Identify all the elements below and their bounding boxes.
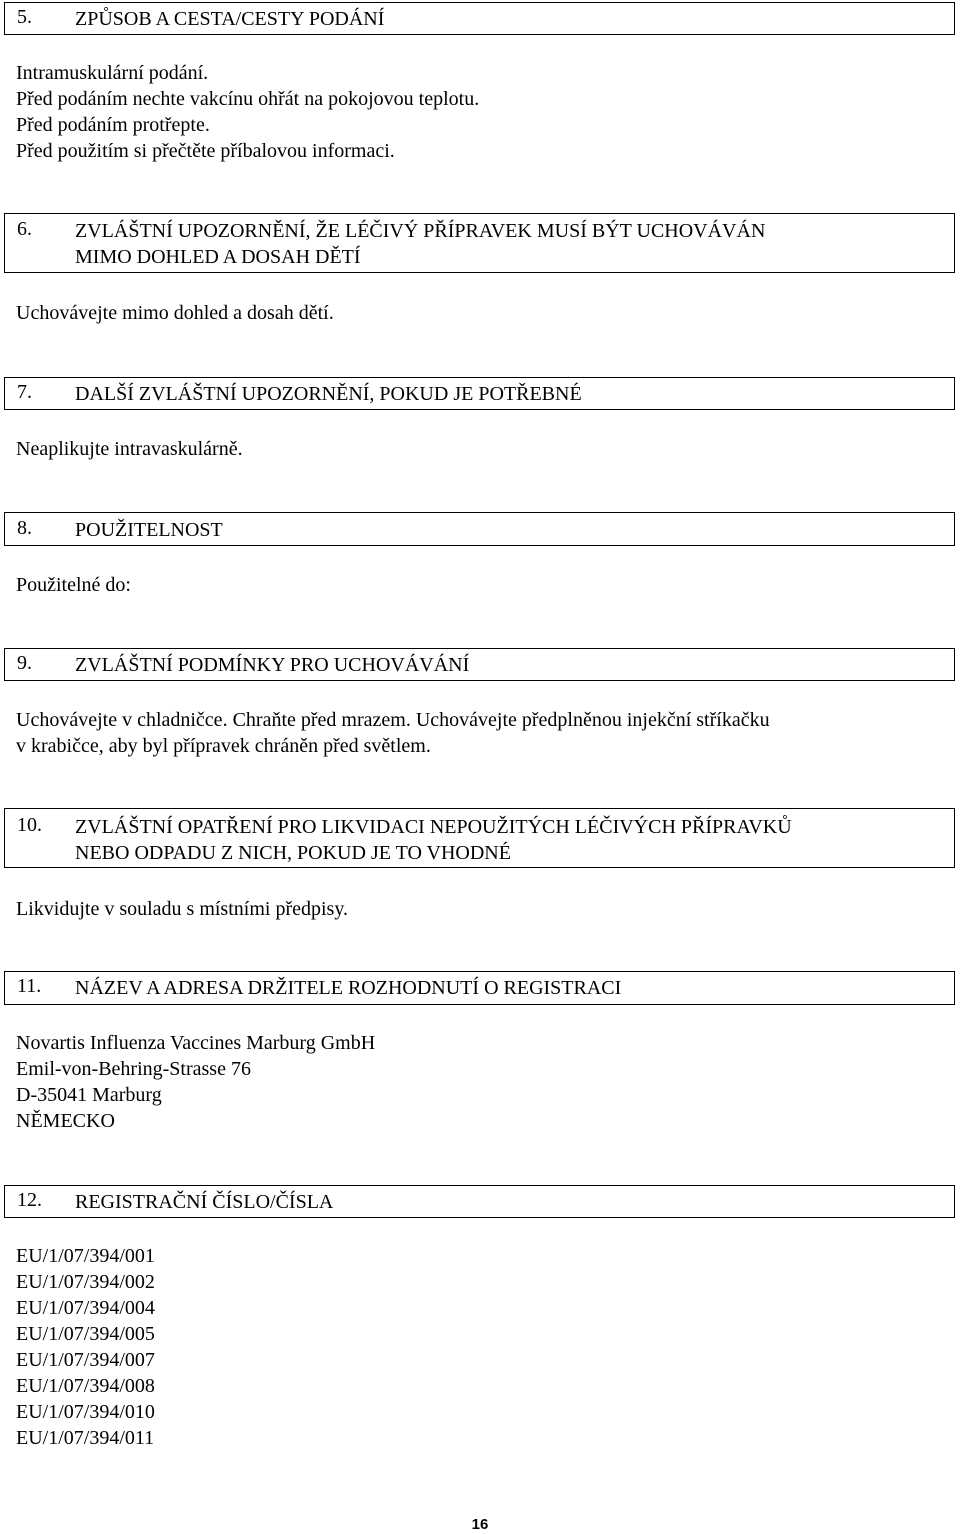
registration-number-2: EU/1/07/394/002 — [16, 1271, 155, 1293]
section-11-title: NÁZEV A ADRESA DRŽITELE ROZHODNUTÍ O REGISTRACI — [75, 977, 622, 999]
section-10-title-line-1: ZVLÁŠTNÍ OPATŘENÍ PRO LIKVIDACI NEPOUŽITÝCH LÉČIVÝCH PŘÍPRAVKŮ — [75, 816, 792, 838]
section-9-title: ZVLÁŠTNÍ PODMÍNKY PRO UCHOVÁVÁNÍ — [75, 654, 470, 676]
section-12-header — [4, 1185, 955, 1218]
section-9-line-2: v krabičce, aby byl přípravek chráněn před světlem. — [16, 735, 431, 757]
registration-number-8: EU/1/07/394/011 — [16, 1427, 155, 1449]
section-10-number: 10. — [17, 814, 42, 836]
section-8-body — [16, 572, 131, 598]
section-7-number: 7. — [17, 381, 32, 403]
registration-number-7: EU/1/07/394/010 — [16, 1401, 155, 1423]
section-12-body — [16, 1243, 155, 1451]
section-5-line-2: Před podáním nechte vakcínu ohřát na pokojovou teplotu. — [16, 88, 480, 110]
section-5-line-1: Intramuskulární podání. — [16, 62, 209, 84]
section-11-header — [4, 971, 955, 1005]
registration-number-4: EU/1/07/394/005 — [16, 1323, 155, 1345]
section-7-body — [16, 436, 243, 462]
section-11-number: 11. — [17, 975, 42, 997]
registration-number-3: EU/1/07/394/004 — [16, 1297, 155, 1319]
section-12-number: 12. — [17, 1189, 42, 1211]
section-11-line-2: Emil-von-Behring-Strasse 76 — [16, 1058, 251, 1080]
section-5-body — [16, 60, 479, 164]
section-12-title: REGISTRAČNÍ ČÍSLO/ČÍSLA — [75, 1191, 334, 1213]
section-7-title: DALŠÍ ZVLÁŠTNÍ UPOZORNĚNÍ, POKUD JE POTŘEBNÉ — [75, 383, 582, 405]
section-11-body — [16, 1030, 375, 1134]
section-11-line-1: Novartis Influenza Vaccines Marburg GmbH — [16, 1032, 376, 1054]
section-6-line-1: Uchovávejte mimo dohled a dosah dětí. — [16, 302, 334, 324]
section-7-line-1: Neaplikujte intravaskulárně. — [16, 438, 243, 460]
section-6-number: 6. — [17, 218, 32, 240]
section-6-title-line-2: MIMO DOHLED A DOSAH DĚTÍ — [75, 246, 361, 268]
section-8-number: 8. — [17, 517, 32, 539]
section-9-line-1: Uchovávejte v chladničce. Chraňte před mrazem. Uchovávejte předplněnou injekční stříkačku — [16, 709, 770, 731]
section-10-header — [4, 808, 955, 868]
registration-number-1: EU/1/07/394/001 — [16, 1245, 155, 1267]
section-11-line-4: NĚMECKO — [16, 1110, 115, 1132]
section-5-line-3: Před podáním protřepte. — [16, 114, 210, 136]
section-6-body — [16, 300, 334, 326]
section-10-title-line-2: NEBO ODPADU Z NICH, POKUD JE TO VHODNÉ — [75, 842, 511, 864]
section-7-header — [4, 377, 955, 410]
section-5-header — [4, 2, 955, 35]
section-8-header — [4, 512, 955, 546]
section-8-title: POUŽITELNOST — [75, 519, 223, 541]
section-9-header — [4, 648, 955, 681]
section-11-line-3: D-35041 Marburg — [16, 1084, 162, 1106]
section-8-line-1: Použitelné do: — [16, 574, 131, 596]
section-5-title: ZPŮSOB A CESTA/CESTY PODÁNÍ — [75, 8, 385, 30]
section-6-header — [4, 213, 955, 273]
section-5-number: 5. — [17, 6, 32, 28]
section-9-body — [16, 707, 770, 759]
section-9-number: 9. — [17, 652, 32, 674]
registration-number-5: EU/1/07/394/007 — [16, 1349, 155, 1371]
section-6-title-line-1: ZVLÁŠTNÍ UPOZORNĚNÍ, ŽE LÉČIVÝ PŘÍPRAVEK MUSÍ BÝT UCHOVÁVÁN — [75, 220, 766, 242]
section-10-line-1: Likvidujte v souladu s místními předpisy. — [16, 898, 349, 920]
section-10-body — [16, 896, 348, 922]
page-number: 16 — [471, 1516, 489, 1533]
section-5-line-4: Před použitím si přečtěte příbalovou informaci. — [16, 140, 395, 162]
registration-number-6: EU/1/07/394/008 — [16, 1375, 155, 1397]
